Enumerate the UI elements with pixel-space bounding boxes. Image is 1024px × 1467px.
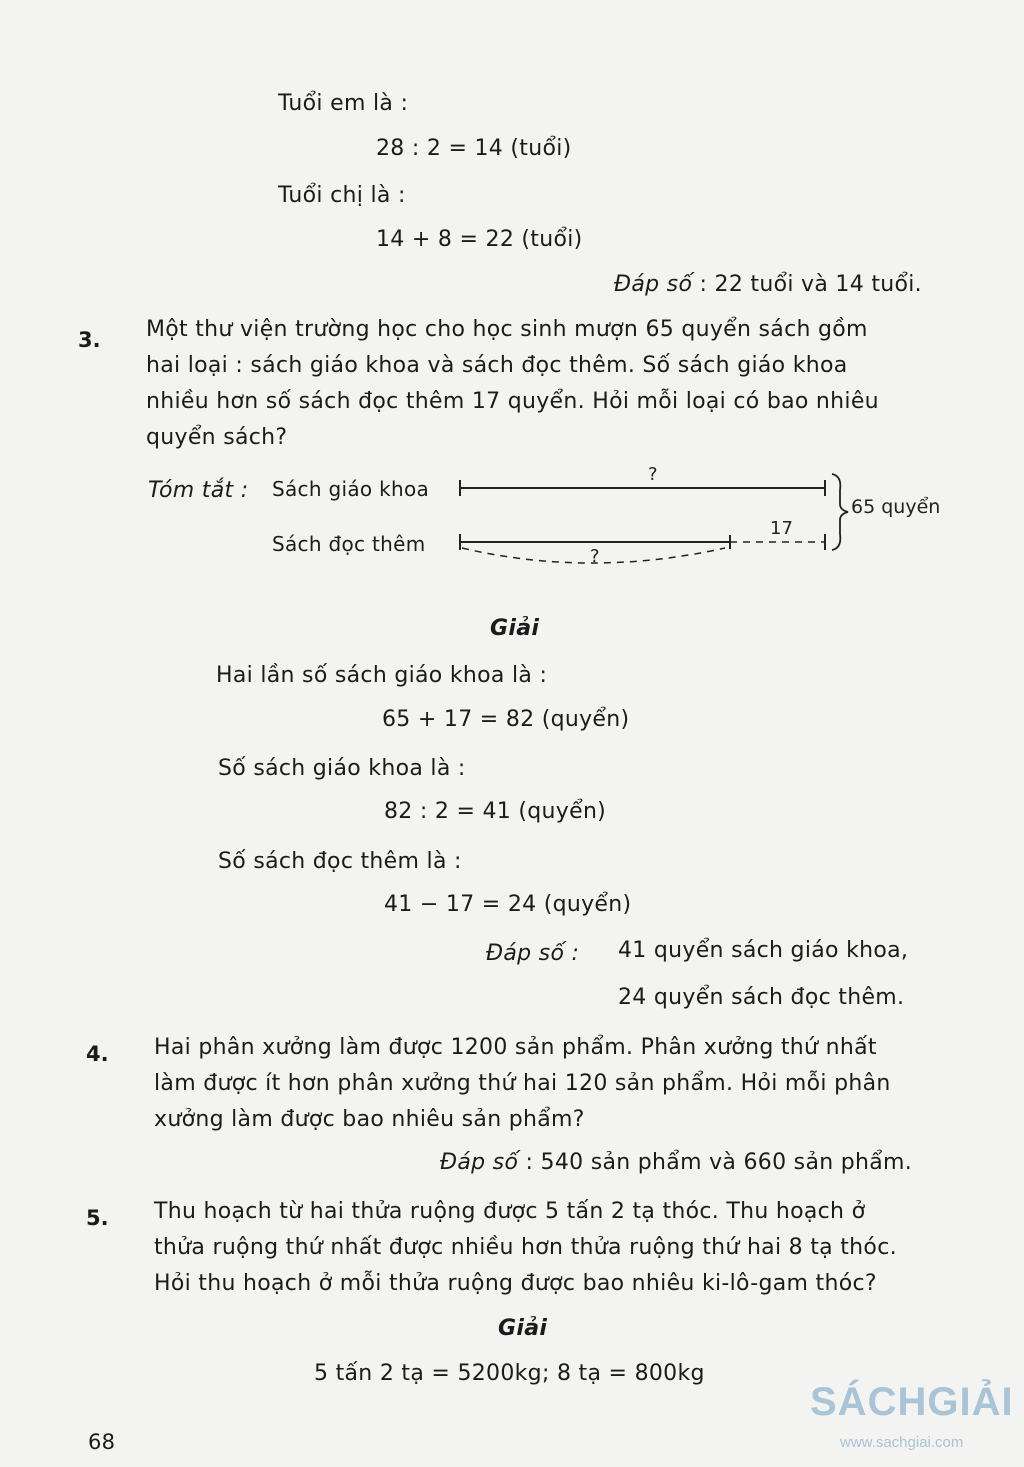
- row1-label: Sách giáo khoa: [272, 477, 430, 501]
- answer-4-label: Đáp số: [440, 1150, 519, 1175]
- problem-3-text: [146, 312, 879, 456]
- answer-4: [440, 1149, 912, 1177]
- solution-5-line-1: 5 tấn 2 tạ = 5200kg; 8 tạ = 800kg: [314, 1361, 705, 1386]
- calc-tuoi-em: 28 : 2 = 14 (tuổi): [376, 136, 572, 161]
- problem-3-line: Một thư viện trường học cho học sinh mượn 65 quyển sách gồm: [146, 317, 868, 342]
- question-mark-2: ?: [590, 546, 600, 567]
- problem-3-number: 3.: [78, 328, 101, 352]
- answer-3-label: Đáp số :: [486, 941, 580, 966]
- watermark-brand: SÁCHGIẢI: [810, 1380, 1014, 1424]
- summary-label: Tóm tắt :: [148, 478, 249, 503]
- problem-5-text: [154, 1194, 897, 1302]
- problem-5-number: 5.: [86, 1206, 109, 1230]
- segment-diagram: [440, 460, 980, 580]
- watermark-url: www.sachgiai.com: [840, 1434, 964, 1451]
- problem-4-text: [154, 1030, 891, 1138]
- brace-icon: [832, 474, 848, 550]
- row2-label: Sách đọc thêm: [272, 532, 426, 556]
- answer-3-line-2: 24 quyển sách đọc thêm.: [618, 985, 905, 1010]
- solution-3-line-6: 41 − 17 = 24 (quyển): [384, 892, 632, 917]
- segment-sgk: [460, 480, 825, 496]
- problem-4-number: 4.: [86, 1042, 109, 1066]
- answer-top: [614, 271, 922, 299]
- solution-3-line-5: Số sách đọc thêm là :: [218, 849, 462, 874]
- answer-4-value: : 540 sản phẩm và 660 sản phẩm.: [525, 1150, 913, 1175]
- problem-4-line: Hai phân xưởng làm được 1200 sản phẩm. Phân xưởng thứ nhất: [154, 1035, 877, 1060]
- solution-3-line-3: Số sách giáo khoa là :: [218, 756, 466, 781]
- total-label: 65 quyển: [851, 496, 941, 518]
- problem-3-line: quyển sách?: [146, 425, 288, 450]
- solution-3-line-4: 82 : 2 = 41 (quyển): [384, 799, 607, 824]
- problem-4-line: làm được ít hơn phân xưởng thứ hai 120 sản phẩm. Hỏi mỗi phân: [154, 1071, 891, 1096]
- answer-3-line-1: 41 quyển sách giáo khoa,: [618, 938, 909, 963]
- problem-4-line: xưởng làm được bao nhiêu sản phẩm?: [154, 1107, 585, 1132]
- solution-title-3: Giải: [490, 616, 540, 641]
- watermark: [810, 1380, 1020, 1460]
- answer-label: Đáp số: [614, 272, 693, 297]
- problem-5-line: Thu hoạch từ hai thửa ruộng được 5 tấn 2 tạ thóc. Thu hoạch ở: [154, 1199, 866, 1224]
- answer-value: : 22 tuổi và 14 tuổi.: [699, 272, 922, 297]
- problem-3-line: hai loại : sách giáo khoa và sách đọc thêm. Số sách giáo khoa: [146, 353, 848, 378]
- line-tuoi-chi: Tuổi chị là :: [278, 183, 406, 208]
- problem-3-line: nhiều hơn số sách đọc thêm 17 quyển. Hỏi mỗi loại có bao nhiêu: [146, 389, 879, 414]
- solution-3-line-1: Hai lần số sách giáo khoa là :: [216, 663, 548, 688]
- question-mark-1: ?: [648, 464, 658, 485]
- solution-3-line-2: 65 + 17 = 82 (quyển): [382, 707, 630, 732]
- problem-5-line: thửa ruộng thứ nhất được nhiều hơn thửa ruộng thứ hai 8 tạ thóc.: [154, 1235, 897, 1260]
- line-tuoi-em: Tuổi em là :: [278, 91, 409, 116]
- problem-5-line: Hỏi thu hoạch ở mỗi thửa ruộng được bao nhiêu ki-lô-gam thóc?: [154, 1271, 877, 1296]
- page-number: 68: [88, 1430, 116, 1454]
- difference-label: 17: [770, 518, 793, 539]
- solution-title-5: Giải: [498, 1316, 548, 1341]
- calc-tuoi-chi: 14 + 8 = 22 (tuổi): [376, 227, 583, 252]
